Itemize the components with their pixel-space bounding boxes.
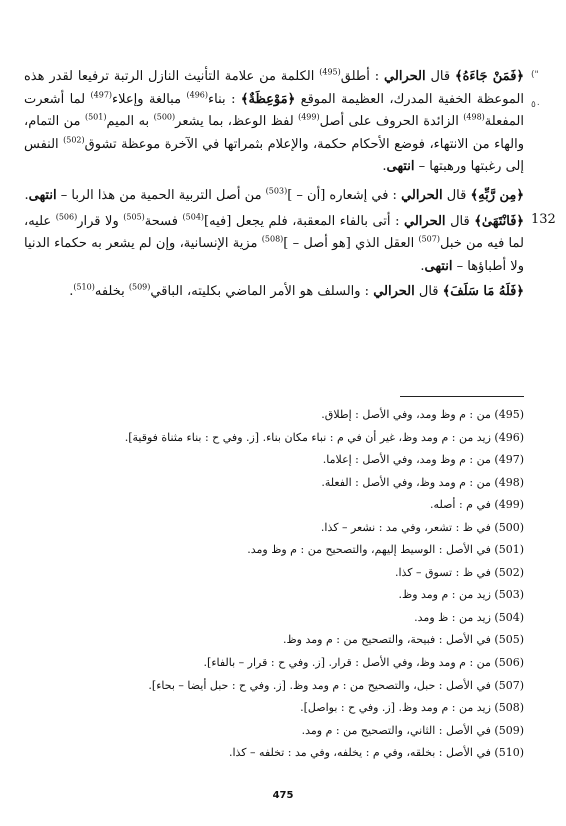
text: قال	[414, 284, 443, 300]
verse-quote: ﴿مِن رَّبِّهِ﴾	[470, 187, 524, 203]
footnote: (496) زيد من : م ومد وظ، غير أن في م : نباء مكان بناء. [ز. وفي ح : بناء مثناة فوقية].	[124, 430, 524, 444]
footnote-ref: (497)	[90, 90, 113, 100]
footnote: (500) في ظ : تشعر، وفي مد : نشعر – كذا.	[320, 520, 524, 534]
footnote-ref: (508)	[261, 234, 284, 244]
page-number: 475	[272, 790, 294, 801]
margin-mark: ٥٠	[531, 100, 541, 110]
text: به الميم	[106, 114, 154, 130]
text: بخلفه	[94, 284, 129, 300]
footnotes	[24, 404, 524, 765]
text: من التمام، والهاء من الانتهاء، فوضع الأحكام حكمة، والإعلام بثمراتها في الآخرة موعظة تشوق	[24, 114, 524, 152]
author-name: الحرالي	[373, 284, 415, 300]
text: لفظ الوعظ، بما يشعر	[175, 114, 299, 130]
end-marker: انتهى	[424, 258, 453, 274]
footnote: (510) في الأصل : بخلقه، وفي م : يخلفه، وفي مد : تخلفه – كذا.	[228, 746, 524, 760]
end-marker: انتهى	[386, 159, 415, 175]
text: قال	[425, 69, 455, 84]
text: : بناء	[208, 91, 241, 107]
main-text	[24, 66, 524, 304]
footnote: (505) في الأصل : فبيحة، والتصحيح من : م ومد وظ.	[283, 633, 524, 647]
footnote: (502) في ظ : تسوق – كذا.	[394, 565, 524, 579]
paragraph-4	[24, 281, 524, 304]
text: قال	[445, 213, 475, 229]
text: العقل الذي [هو أصل – ]	[283, 236, 419, 252]
text: : أطلق	[340, 69, 385, 84]
paragraph-2	[24, 185, 524, 208]
margin-mark: ("	[531, 70, 539, 80]
text: : في إشعاره [أن – ]	[287, 187, 402, 203]
text: .	[382, 159, 387, 175]
text: ولا قرار	[77, 213, 124, 229]
footnote: (501) في الأصل : الوسيط إليهم، والتصحيح من : م وظ ومد.	[247, 543, 524, 557]
text: لما أشعرت المفعلة	[24, 91, 525, 130]
text: : والسلف هو الأمر الماضي بكليته، الباقي	[150, 284, 374, 300]
text: قال	[442, 187, 471, 203]
verse-quote: ﴿فَانْتَهَىٰ﴾	[474, 213, 525, 229]
footnote-ref: (510)	[73, 283, 95, 293]
footnote-ref: (505)	[123, 212, 145, 222]
footnote: (497) من : م وظ ومد، وفي الأصل : إعلاما.	[322, 453, 524, 467]
text: عليه، لما فيه من خبل	[24, 213, 524, 252]
verse-quote: ﴿مَوْعِظَةٌ﴾	[240, 91, 296, 107]
text: من أصل التربية الحمية من هذا الربا –	[56, 187, 266, 203]
author-name: الحرالي	[401, 187, 443, 203]
footnote: (508) زيد من : م ومد وظ. [ز. وفي ح : بواصل].	[300, 701, 524, 715]
footnote-ref: (502)	[63, 135, 85, 145]
author-name: الحرالي	[384, 69, 426, 84]
end-marker: انتهى	[28, 187, 57, 203]
text: مزية الإنسانية، وإن لم يشعر به حكماء الدنيا ولا أطباؤها –	[24, 236, 524, 274]
footnote-ref: (507)	[418, 234, 440, 244]
footnote-ref: (498)	[463, 112, 485, 122]
verse-quote: ﴿فَلَهُ مَا سَلَفَ﴾	[442, 284, 524, 300]
side-number: 132	[531, 212, 556, 227]
footnote: (495) من : م وظ ومد، وفي الأصل : إطلاق.	[321, 408, 524, 421]
footnote-ref: (496)	[186, 90, 209, 100]
footnote-ref: (509)	[128, 283, 151, 293]
footnote-ref: (501)	[84, 112, 107, 122]
footnote: (507) في الأصل : حبل، والتصحيح من : م ومد وظ. [ز. وفي ح : حبل أيضا – بحاء].	[148, 678, 524, 692]
text: .	[420, 258, 425, 274]
footnote: (506) من : م ومد وظ، وفي الأصل : قرار. [ز. وفي ح : قرار – بالفاء].	[203, 656, 524, 670]
author-name: الحرالي	[404, 213, 446, 229]
text: النفس إلى رغبتها ورهبتها –	[24, 136, 524, 175]
text: الكلمة من علامة التأنيث النازل الرتبة ترفيعا لقدر هذه الموعظة الخفية المدرك، العظيمة الموقع	[24, 69, 524, 107]
footnote-ref: (495)	[319, 67, 341, 77]
text: فسحة	[144, 213, 183, 229]
verse-quote: ﴿فَمَنْ جَاءَهُ﴾	[454, 69, 525, 84]
footnote: (499) في م : أصله.	[430, 498, 524, 512]
footnote-ref: (504)	[182, 212, 205, 222]
footnote-separator	[400, 396, 524, 397]
text: مبالغة وإعلاء	[112, 91, 187, 107]
footnote: (504) زيد من : ظ ومد.	[414, 610, 524, 624]
footnote-ref: (506)	[55, 212, 78, 222]
text: : أتى بالفاء المعقبة، فلم يجعل [فيه]	[204, 213, 404, 229]
footnote-ref: (499)	[298, 112, 320, 122]
footnote: (503) زيد من : م ومد وظ.	[398, 588, 524, 602]
text: .	[69, 284, 74, 300]
footnote: (498) من : م ومد وظ، وفي الأصل : الفعلة.	[321, 475, 524, 489]
paragraph-1	[24, 66, 524, 179]
footnote-ref: (503)	[265, 186, 288, 196]
paragraph-3	[24, 211, 524, 279]
text: .	[24, 187, 29, 203]
footnote-ref: (500)	[153, 112, 176, 122]
text: الزائدة الحروف على أصل	[319, 114, 464, 130]
footnote: (509) في الأصل : الثاني، والتصحيح من : م ومد.	[301, 723, 524, 737]
